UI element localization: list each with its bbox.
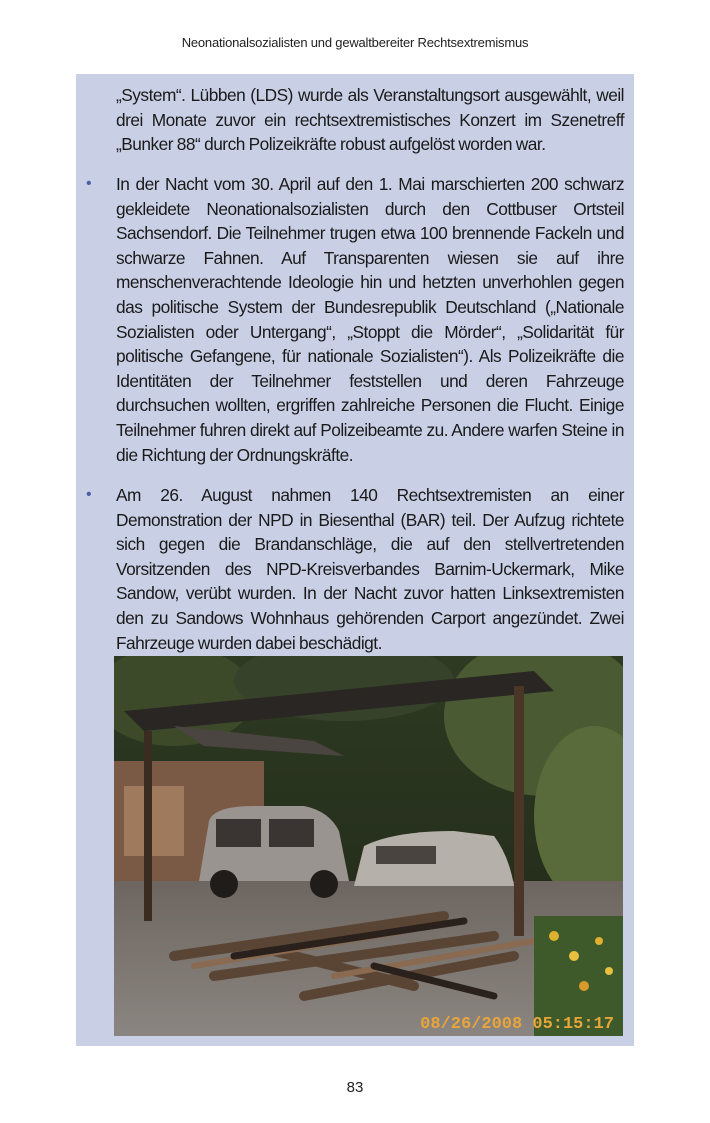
- photo-timestamp: 08/26/2008 05:15:17: [420, 1015, 614, 1034]
- bullet-icon: •: [86, 486, 92, 503]
- paragraph-biesenthal-demo: Am 26. August nahmen 140 Rechtsextremisten an einer Demonstration der NPD in Biesenthal (BAR) teil. Der Aufzug richtete sich gegen die Brandanschläge, die auf den stellvertretenden Vorsitzenden des NPD-Kreisverbandes Barnim-Uckermark, Mike Sandow, verübt wurden. In der Nacht zuvor hatten Linksextremisten den zu Sandows Wohnhaus gehörenden Carport angezündet. Zwei Fahrzeuge wurden dabei beschädigt.: [116, 485, 624, 653]
- bullet-icon: •: [86, 175, 92, 192]
- paragraph-continuation: „System“. Lübben (LDS) wurde als Veranstaltungsort ausgewählt, weil drei Monate zuvor ein rechtsextremistisches Konzert im Szenetreff „Bunker 88“ durch Polizeikräfte robust aufgelöst worden war.: [116, 85, 624, 155]
- paragraph-sachsendorf-march: In der Nacht vom 30. April auf den 1. Mai marschierten 200 schwarz gekleidete Neonationalsozialisten durch den Cottbuser Ortsteil Sachsendorf. Die Teilnehmer trugen etwa 100 brennende Fackeln und schwarze Fahnen. Auf Transparenten wiesen sie auf ihre menschenverachtende Ideologie hin und hetzten unverhohlen gegen das politische System der Bundesrepublik Deutschland („Nationale Sozialisten oder Untergang“, „Stoppt die Mörder“, „Solidarität für politische Gefangene, für nationale Sozialisten“). Als Polizeikräfte die Identitäten der Teilnehmer feststellen und deren Fahrzeuge durchsuchen wollten, ergriffen zahlreiche Personen die Flucht. Einige Teilnehmer fuhren direkt auf Polizeibeamte zu. Andere warfen Steine in die Richtung der Ordnungskräfte.: [116, 174, 624, 465]
- page-number: 83: [346, 1079, 364, 1096]
- running-header: Neonationalsozialisten und gewaltbereiter Rechtsextremismus: [181, 35, 529, 50]
- burned-carport-photo: [114, 656, 623, 1036]
